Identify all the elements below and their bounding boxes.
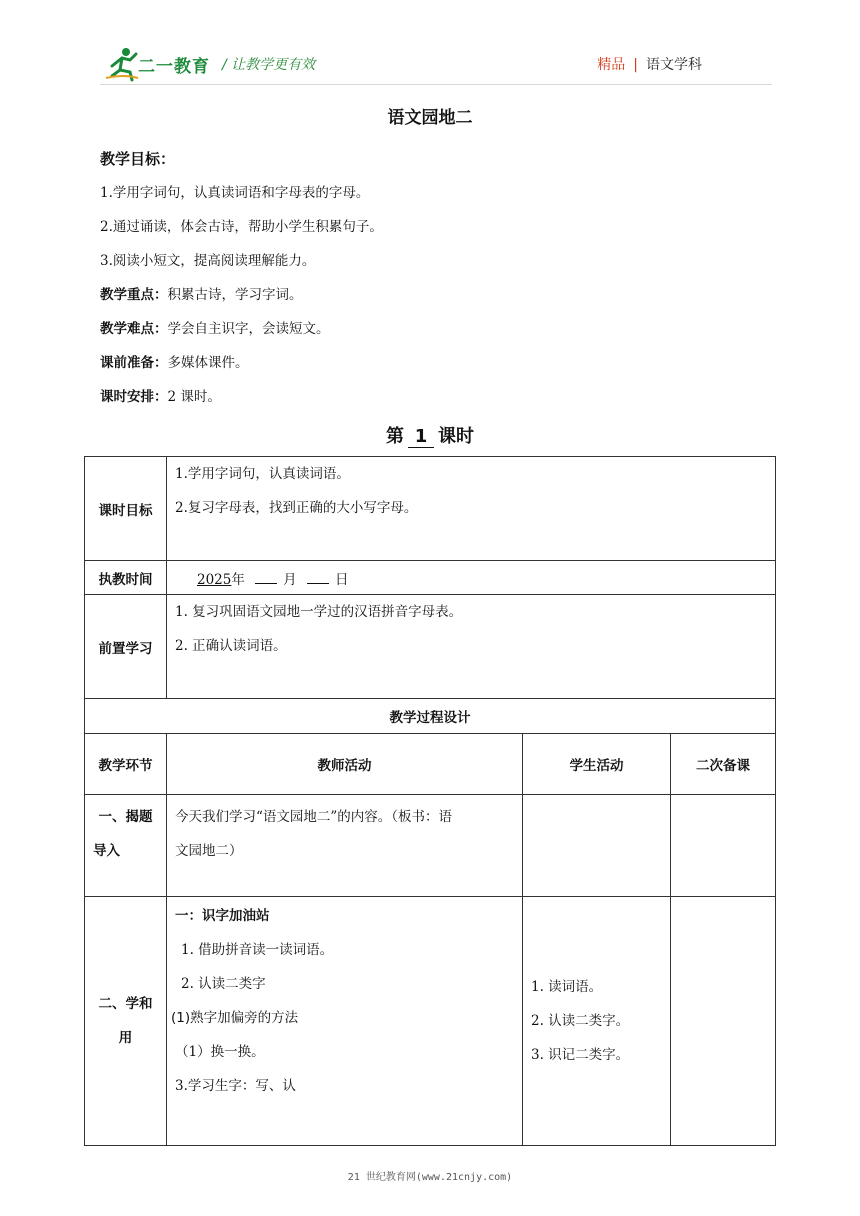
student-line: 3. 识记二类字。 xyxy=(531,1047,630,1063)
teacher-line: 1. 借助拼音读一读词语。 xyxy=(181,942,334,958)
info-line xyxy=(100,283,303,303)
goal-item: 1.学用字词句，认真读词语。 xyxy=(175,466,350,482)
notes-cell xyxy=(671,795,776,897)
header-divider xyxy=(100,84,772,85)
header-subject xyxy=(597,54,702,74)
pre-item: 2. 正确认读词语。 xyxy=(175,638,287,654)
year-value: 2025 xyxy=(197,571,232,588)
goal-cell xyxy=(167,457,776,561)
page-title: 语文园地二 xyxy=(387,108,473,128)
objective-item: 1.学用字词句，认真读词语和字母表的字母。 xyxy=(100,185,370,201)
info-label: 教学难点： xyxy=(100,321,168,337)
info-line xyxy=(100,385,221,405)
teacher-cell xyxy=(167,795,523,897)
info-line xyxy=(100,317,330,337)
teacher-line: 今天我们学习“语文园地二”的内容。（板书：语 xyxy=(175,809,453,825)
month-blank xyxy=(255,570,277,584)
stage-cell xyxy=(85,795,167,897)
teacher-line: 2. 认读二类字 xyxy=(181,976,266,992)
lesson-heading xyxy=(0,422,860,448)
col-header-stage: 教学环节 xyxy=(85,734,167,795)
info-value: 多媒体课件。 xyxy=(167,355,249,371)
teacher-line: 3.学习生字：写、认 xyxy=(175,1078,296,1094)
info-value: 2 课时。 xyxy=(167,389,221,405)
subject-label: 语文学科 xyxy=(646,57,702,73)
month-unit: 月 xyxy=(283,571,297,588)
teacher-line: (1)熟字加偏旁的方法 xyxy=(171,1010,299,1026)
time-cell xyxy=(167,561,776,595)
info-label: 教学重点： xyxy=(100,287,168,303)
info-label: 课时安排： xyxy=(100,389,168,405)
student-cell xyxy=(523,897,671,1146)
student-line: 1. 读词语。 xyxy=(531,979,603,995)
stage-line: 导入 xyxy=(93,843,120,859)
teacher-line: （1）换一换。 xyxy=(175,1044,265,1060)
teacher-heading: 一：识字加油站 xyxy=(175,908,270,924)
info-label: 课前准备： xyxy=(100,355,168,371)
lesson-plan-table xyxy=(84,456,776,1146)
header-separator: | xyxy=(633,57,638,73)
objective-item: 2.通过诵读，体会古诗，帮助小学生积累句子。 xyxy=(100,219,383,235)
lesson-suffix: 课时 xyxy=(438,426,474,447)
stage-line: 用 xyxy=(118,1030,133,1046)
col-header-teacher: 教师活动 xyxy=(167,734,523,795)
lesson-prefix: 第 xyxy=(386,426,404,447)
pre-cell xyxy=(167,595,776,699)
slogan: / 让教学更有效 xyxy=(222,57,316,73)
page-header xyxy=(0,0,860,84)
teacher-line: 文园地二） xyxy=(175,843,243,859)
objectives-heading: 教学目标： xyxy=(100,150,176,168)
brand-name: 二一教育 xyxy=(138,57,210,77)
col-header-student: 学生活动 xyxy=(523,734,671,795)
page-footer: 21 世纪教育网(www.21cnjy.com) xyxy=(347,1172,513,1183)
day-blank xyxy=(307,570,329,584)
time-label: 执教时间 xyxy=(85,561,167,595)
process-title: 教学过程设计 xyxy=(85,699,776,734)
stage-line: 一、揭题 xyxy=(98,809,153,825)
teacher-cell xyxy=(167,897,523,1146)
pre-label: 前置学习 xyxy=(85,595,167,699)
objective-item: 3.阅读小短文，提高阅读理解能力。 xyxy=(100,253,316,269)
notes-cell xyxy=(671,897,776,1146)
student-line: 2. 认读二类字。 xyxy=(531,1013,630,1029)
year-unit: 年 xyxy=(231,571,245,588)
quality-tag: 精品 xyxy=(597,57,626,73)
lesson-number: 1 xyxy=(408,426,434,448)
student-cell xyxy=(523,795,671,897)
day-unit: 日 xyxy=(334,571,349,588)
stage-cell xyxy=(85,897,167,1146)
col-header-notes: 二次备课 xyxy=(671,734,776,795)
pre-item: 1. 复习巩固语文园地一学过的汉语拼音字母表。 xyxy=(175,604,463,620)
info-value: 学会自主识字，会读短文。 xyxy=(167,321,330,337)
goal-item: 2.复习字母表，找到正确的大小写字母。 xyxy=(175,500,418,516)
goal-label: 课时目标 xyxy=(85,457,167,561)
info-line xyxy=(100,351,249,371)
info-value: 积累古诗，学习字词。 xyxy=(167,287,303,303)
stage-line: 二、学和 xyxy=(98,996,153,1012)
